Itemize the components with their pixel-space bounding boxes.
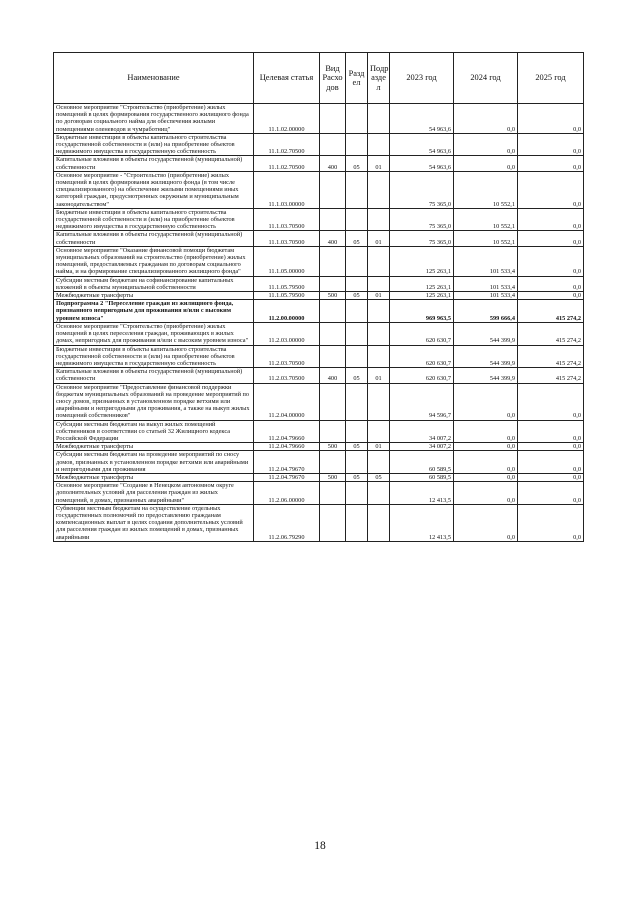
cell-expense-type (320, 383, 346, 420)
cell-article: 11.1.03.70500 (254, 208, 320, 231)
cell-article: 11.2.00.00000 (254, 300, 320, 323)
cell-2025: 0,0 (518, 208, 584, 231)
table-row (54, 482, 584, 505)
table-body (54, 104, 584, 542)
cell-subsection (368, 276, 390, 291)
cell-2024: 101 533,4 (454, 292, 518, 300)
cell-section: 05 (346, 292, 368, 300)
cell-article: 11.2.03.70500 (254, 345, 320, 368)
cell-article: 11.2.04.79660 (254, 420, 320, 443)
header-subsection: Подр азде л (368, 53, 390, 104)
table-row (54, 345, 584, 368)
table-row (54, 368, 584, 383)
cell-section (346, 104, 368, 134)
cell-section (346, 276, 368, 291)
cell-subsection (368, 208, 390, 231)
cell-subsection (368, 133, 390, 156)
cell-2025: 0,0 (518, 443, 584, 451)
cell-subsection (368, 383, 390, 420)
table-row (54, 451, 584, 474)
cell-2023: 125 263,1 (390, 276, 454, 291)
cell-2024: 0,0 (454, 104, 518, 134)
cell-subsection: 01 (368, 231, 390, 246)
header-article: Целевая статья (254, 53, 320, 104)
cell-2023: 60 589,5 (390, 473, 454, 481)
cell-article: 11.2.03.00000 (254, 322, 320, 345)
cell-article: 11.1.03.70500 (254, 231, 320, 246)
table-row (54, 231, 584, 246)
cell-2025: 415 274,2 (518, 300, 584, 323)
cell-2023: 75 365,0 (390, 208, 454, 231)
header-2023: 2023 год (390, 53, 454, 104)
cell-name: Субсидии местным бюджетам на софинансирование капитальных вложений в объекты муниципальной собственности (54, 276, 254, 291)
cell-article: 11.2.04.79670 (254, 473, 320, 481)
header-section: Разд ел (346, 53, 368, 104)
cell-2025: 0,0 (518, 473, 584, 481)
cell-2024: 10 552,1 (454, 171, 518, 208)
cell-2024: 101 533,4 (454, 246, 518, 276)
table-row (54, 208, 584, 231)
cell-2024: 0,0 (454, 451, 518, 474)
cell-name: Капитальные вложения в объекты государственной (муниципальной) собственности (54, 368, 254, 383)
cell-section (346, 171, 368, 208)
table-row (54, 171, 584, 208)
cell-2023: 125 263,1 (390, 292, 454, 300)
cell-2025: 0,0 (518, 504, 584, 541)
cell-expense-type: 400 (320, 156, 346, 171)
table-row (54, 420, 584, 443)
cell-2025: 0,0 (518, 451, 584, 474)
cell-2023: 620 630,7 (390, 322, 454, 345)
table-row (54, 322, 584, 345)
budget-table (53, 52, 584, 542)
cell-expense-type (320, 300, 346, 323)
cell-section (346, 451, 368, 474)
cell-2024: 0,0 (454, 156, 518, 171)
table-header-row (54, 53, 584, 104)
cell-2025: 415 274,2 (518, 322, 584, 345)
cell-name: Бюджетные инвестиции в объекты капитального строительства государственной собственности и (или) на приобретение объектов недвижимого имущества в государственную собственность (54, 345, 254, 368)
cell-expense-type: 500 (320, 292, 346, 300)
cell-subsection: 01 (368, 368, 390, 383)
cell-2023: 54 963,6 (390, 156, 454, 171)
table-row (54, 443, 584, 451)
cell-article: 11.2.03.70500 (254, 368, 320, 383)
cell-2025: 0,0 (518, 276, 584, 291)
cell-name: Бюджетные инвестиции в объекты капитального строительства государственной собственности и (или) на приобретение объектов недвижимого имущества в государственную собственность (54, 133, 254, 156)
cell-article: 11.2.06.00000 (254, 482, 320, 505)
page-number: 18 (314, 840, 326, 852)
cell-expense-type (320, 246, 346, 276)
cell-subsection: 05 (368, 473, 390, 481)
cell-2023: 125 263,1 (390, 246, 454, 276)
cell-article: 11.1.02.70500 (254, 156, 320, 171)
cell-2024: 0,0 (454, 504, 518, 541)
cell-2024: 101 533,4 (454, 276, 518, 291)
cell-2025: 0,0 (518, 246, 584, 276)
cell-name: Подпрограмма 2 "Переселение граждан из жилищного фонда, признанного непригодным для проживания и/или с высоким уровнем износа" (54, 300, 254, 323)
cell-subsection (368, 322, 390, 345)
cell-2023: 75 365,0 (390, 171, 454, 208)
cell-subsection: 01 (368, 292, 390, 300)
cell-2024: 544 399,9 (454, 368, 518, 383)
cell-name: Субвенции местным бюджетам на осуществление отдельных государственных полномочий по предоставлению гражданам компенсационных выплат в целях создания дополнительных условий для расселения граждан из жилых помещений в домах, признанных аварийными (54, 504, 254, 541)
cell-subsection (368, 451, 390, 474)
cell-name: Капитальные вложения в объекты государственной (муниципальной) собственности (54, 231, 254, 246)
cell-subsection (368, 246, 390, 276)
cell-2023: 34 007,2 (390, 443, 454, 451)
cell-name: Основное мероприятие "Предоставление финансовой поддержки бюджетам муниципальных образований на проведение мероприятий по сносу домов, признанных в установленном порядке ветхими или аварийными и непригодными для проживания, а также на выкуп жилых помещений собственников" (54, 383, 254, 420)
cell-2025: 0,0 (518, 171, 584, 208)
cell-2025: 0,0 (518, 420, 584, 443)
cell-2025: 0,0 (518, 104, 584, 134)
header-name: Наименование (54, 53, 254, 104)
cell-expense-type: 400 (320, 231, 346, 246)
cell-2024: 0,0 (454, 443, 518, 451)
cell-2023: 12 413,5 (390, 504, 454, 541)
cell-article: 11.2.06.79290 (254, 504, 320, 541)
cell-subsection (368, 504, 390, 541)
cell-subsection (368, 104, 390, 134)
cell-expense-type (320, 276, 346, 291)
cell-section: 05 (346, 473, 368, 481)
cell-name: Межбюджетные трансферты (54, 443, 254, 451)
cell-2023: 60 589,5 (390, 451, 454, 474)
header-expense-type: Вид Расхо дов (320, 53, 346, 104)
cell-2023: 620 630,7 (390, 368, 454, 383)
cell-2024: 544 399,9 (454, 345, 518, 368)
cell-expense-type: 500 (320, 443, 346, 451)
cell-article: 11.1.02.00000 (254, 104, 320, 134)
cell-expense-type: 500 (320, 473, 346, 481)
cell-name: Субсидии местным бюджетам на проведение мероприятий по сносу домов, признанных в установленном порядке ветхими или аварийными и непригодными для проживания (54, 451, 254, 474)
cell-2025: 0,0 (518, 156, 584, 171)
cell-name: Основное мероприятие "Строительство (приобретение) жилых помещений в целях переселения граждан, проживающих в жилых домах, непригодных для проживания и/или с высоким уровнем износа" (54, 322, 254, 345)
cell-2025: 0,0 (518, 231, 584, 246)
cell-2024: 10 552,1 (454, 208, 518, 231)
cell-2024: 0,0 (454, 482, 518, 505)
cell-expense-type (320, 104, 346, 134)
cell-2024: 599 666,4 (454, 300, 518, 323)
cell-expense-type (320, 482, 346, 505)
cell-2023: 54 963,6 (390, 133, 454, 156)
cell-2025: 0,0 (518, 383, 584, 420)
cell-2024: 0,0 (454, 383, 518, 420)
cell-article: 11.2.04.79670 (254, 451, 320, 474)
cell-name: Капитальные вложения в объекты государственной (муниципальной) собственности (54, 156, 254, 171)
cell-2023: 75 365,0 (390, 231, 454, 246)
header-2024: 2024 год (454, 53, 518, 104)
cell-article: 11.1.05.00000 (254, 246, 320, 276)
table-row (54, 133, 584, 156)
table-row (54, 246, 584, 276)
cell-section (346, 133, 368, 156)
cell-section (346, 300, 368, 323)
table-row (54, 504, 584, 541)
cell-subsection (368, 482, 390, 505)
cell-subsection (368, 300, 390, 323)
cell-expense-type (320, 133, 346, 156)
table-row (54, 300, 584, 323)
cell-section: 05 (346, 443, 368, 451)
cell-section: 05 (346, 231, 368, 246)
cell-section: 05 (346, 156, 368, 171)
cell-2024: 544 399,9 (454, 322, 518, 345)
cell-2025: 415 274,2 (518, 345, 584, 368)
cell-name: Основное мероприятие - "Строительство (приобретение) жилых помещений в целях формирования жилищного фонда (в том числе специализированного) на обеспечение жилыми помещениями иных категорий граждан, предусмотренных окружным и муниципальным законодательством" (54, 171, 254, 208)
cell-section (346, 383, 368, 420)
cell-2025: 415 274,2 (518, 368, 584, 383)
cell-section (346, 322, 368, 345)
cell-expense-type (320, 504, 346, 541)
cell-section (346, 482, 368, 505)
cell-subsection (368, 345, 390, 368)
table-row (54, 383, 584, 420)
table-row (54, 276, 584, 291)
cell-subsection (368, 420, 390, 443)
cell-name: Основное мероприятие "Строительство (приобретение) жилых помещений в целях формирования государственного жилищного фонда по договорам социального найма для обеспечения жилыми помещениями оленеводов и чумработниц" (54, 104, 254, 134)
cell-name: Основное мероприятие "Оказание финансовой помощи бюджетам муниципальных образований на строительство (приобретение) жилых помещений, предоставляемых гражданам по договорам социального найма, и на формирование специализированного жилищного фонда" (54, 246, 254, 276)
cell-section (346, 246, 368, 276)
cell-name: Субсидии местным бюджетам на выкуп жилых помещений собственников в соответствии со статьей 32 Жилищного кодекса Российской Федерации (54, 420, 254, 443)
cell-article: 11.1.05.79500 (254, 292, 320, 300)
cell-2025: 0,0 (518, 133, 584, 156)
cell-2025: 0,0 (518, 482, 584, 505)
table-row (54, 292, 584, 300)
cell-expense-type (320, 451, 346, 474)
cell-article: 11.1.03.00000 (254, 171, 320, 208)
cell-subsection: 01 (368, 156, 390, 171)
cell-section (346, 208, 368, 231)
cell-2023: 34 007,2 (390, 420, 454, 443)
cell-article: 11.1.05.79500 (254, 276, 320, 291)
cell-2023: 54 963,6 (390, 104, 454, 134)
cell-article: 11.2.04.79660 (254, 443, 320, 451)
cell-section (346, 420, 368, 443)
cell-expense-type (320, 345, 346, 368)
cell-section (346, 345, 368, 368)
cell-subsection (368, 171, 390, 208)
cell-expense-type (320, 420, 346, 443)
cell-article: 11.2.04.00000 (254, 383, 320, 420)
cell-section: 05 (346, 368, 368, 383)
cell-name: Межбюджетные трансферты (54, 292, 254, 300)
cell-expense-type (320, 322, 346, 345)
cell-name: Основное мероприятие "Создание в Ненецком автономном округе дополнительных условий для расселения граждан из жилых помещений, в домах, признанных аварийными" (54, 482, 254, 505)
cell-expense-type (320, 208, 346, 231)
cell-2023: 94 596,7 (390, 383, 454, 420)
table-row (54, 104, 584, 134)
cell-2024: 10 552,1 (454, 231, 518, 246)
cell-2024: 0,0 (454, 473, 518, 481)
table-row (54, 473, 584, 481)
cell-expense-type: 400 (320, 368, 346, 383)
cell-expense-type (320, 171, 346, 208)
cell-section (346, 504, 368, 541)
cell-name: Межбюджетные трансферты (54, 473, 254, 481)
header-2025: 2025 год (518, 53, 584, 104)
cell-2025: 0,0 (518, 292, 584, 300)
cell-2023: 12 413,5 (390, 482, 454, 505)
cell-2024: 0,0 (454, 133, 518, 156)
cell-article: 11.1.02.70500 (254, 133, 320, 156)
cell-2023: 620 630,7 (390, 345, 454, 368)
cell-2024: 0,0 (454, 420, 518, 443)
cell-subsection: 01 (368, 443, 390, 451)
cell-name: Бюджетные инвестиции в объекты капитального строительства государственной собственности и (или) на приобретение объектов недвижимого имущества в государственную собственность (54, 208, 254, 231)
cell-2023: 969 963,5 (390, 300, 454, 323)
table-row (54, 156, 584, 171)
